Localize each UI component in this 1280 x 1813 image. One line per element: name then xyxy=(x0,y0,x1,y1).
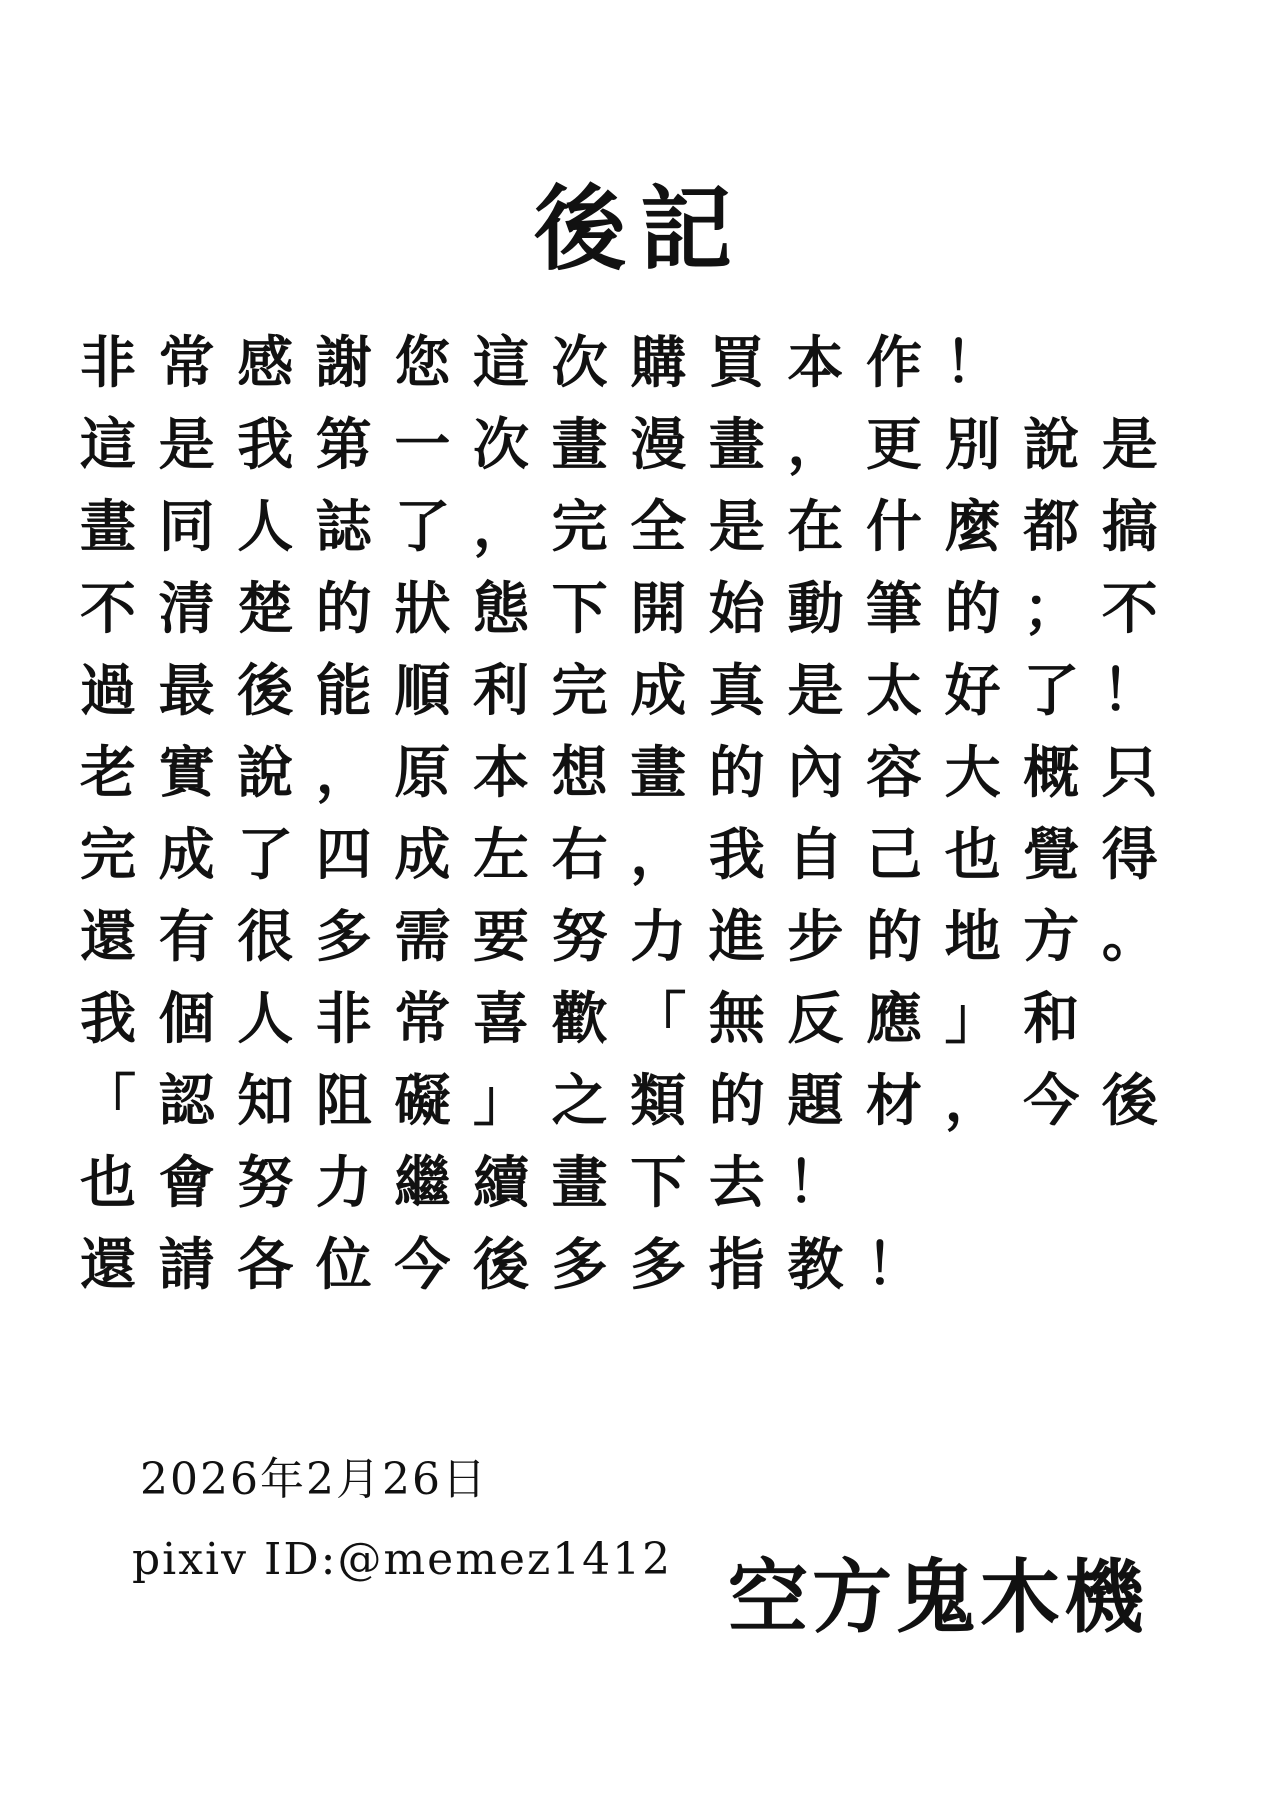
body-line: 這是我第一次畫漫畫，更別說是 xyxy=(80,412,1181,478)
body-line: 我個人非常喜歡「無反應」和 xyxy=(80,986,1102,1052)
body-line: 不清楚的狀態下開始動筆的；不 xyxy=(80,576,1181,642)
body-line: 老實說，原本想畫的內容大概只 xyxy=(80,740,1181,806)
body-line: 也會努力繼續畫下去！ xyxy=(80,1150,866,1216)
body-line: 非常感謝您這次購買本作！ xyxy=(80,330,1024,396)
page-title: 後記 xyxy=(533,176,746,283)
body-line: 完成了四成左右，我自己也覺得 xyxy=(80,822,1181,888)
body-line: 還請各位今後多多指教！ xyxy=(80,1232,945,1298)
body-line: 還有很多需要努力進步的地方。 xyxy=(80,904,1181,970)
body-line: 過最後能順利完成真是太好了！ xyxy=(80,658,1181,724)
pixiv-id: pixiv ID:@memez1412 xyxy=(132,1534,673,1585)
publication-date: 2026年2月26日 xyxy=(140,1454,488,1505)
body-line: 「認知阻礙」之類的題材，今後 xyxy=(80,1068,1181,1134)
afterword-body xyxy=(80,322,1220,1306)
author-signature: 空方鬼木機 xyxy=(728,1551,1148,1644)
body-line: 畫同人誌了，完全是在什麼都搞 xyxy=(80,494,1181,560)
